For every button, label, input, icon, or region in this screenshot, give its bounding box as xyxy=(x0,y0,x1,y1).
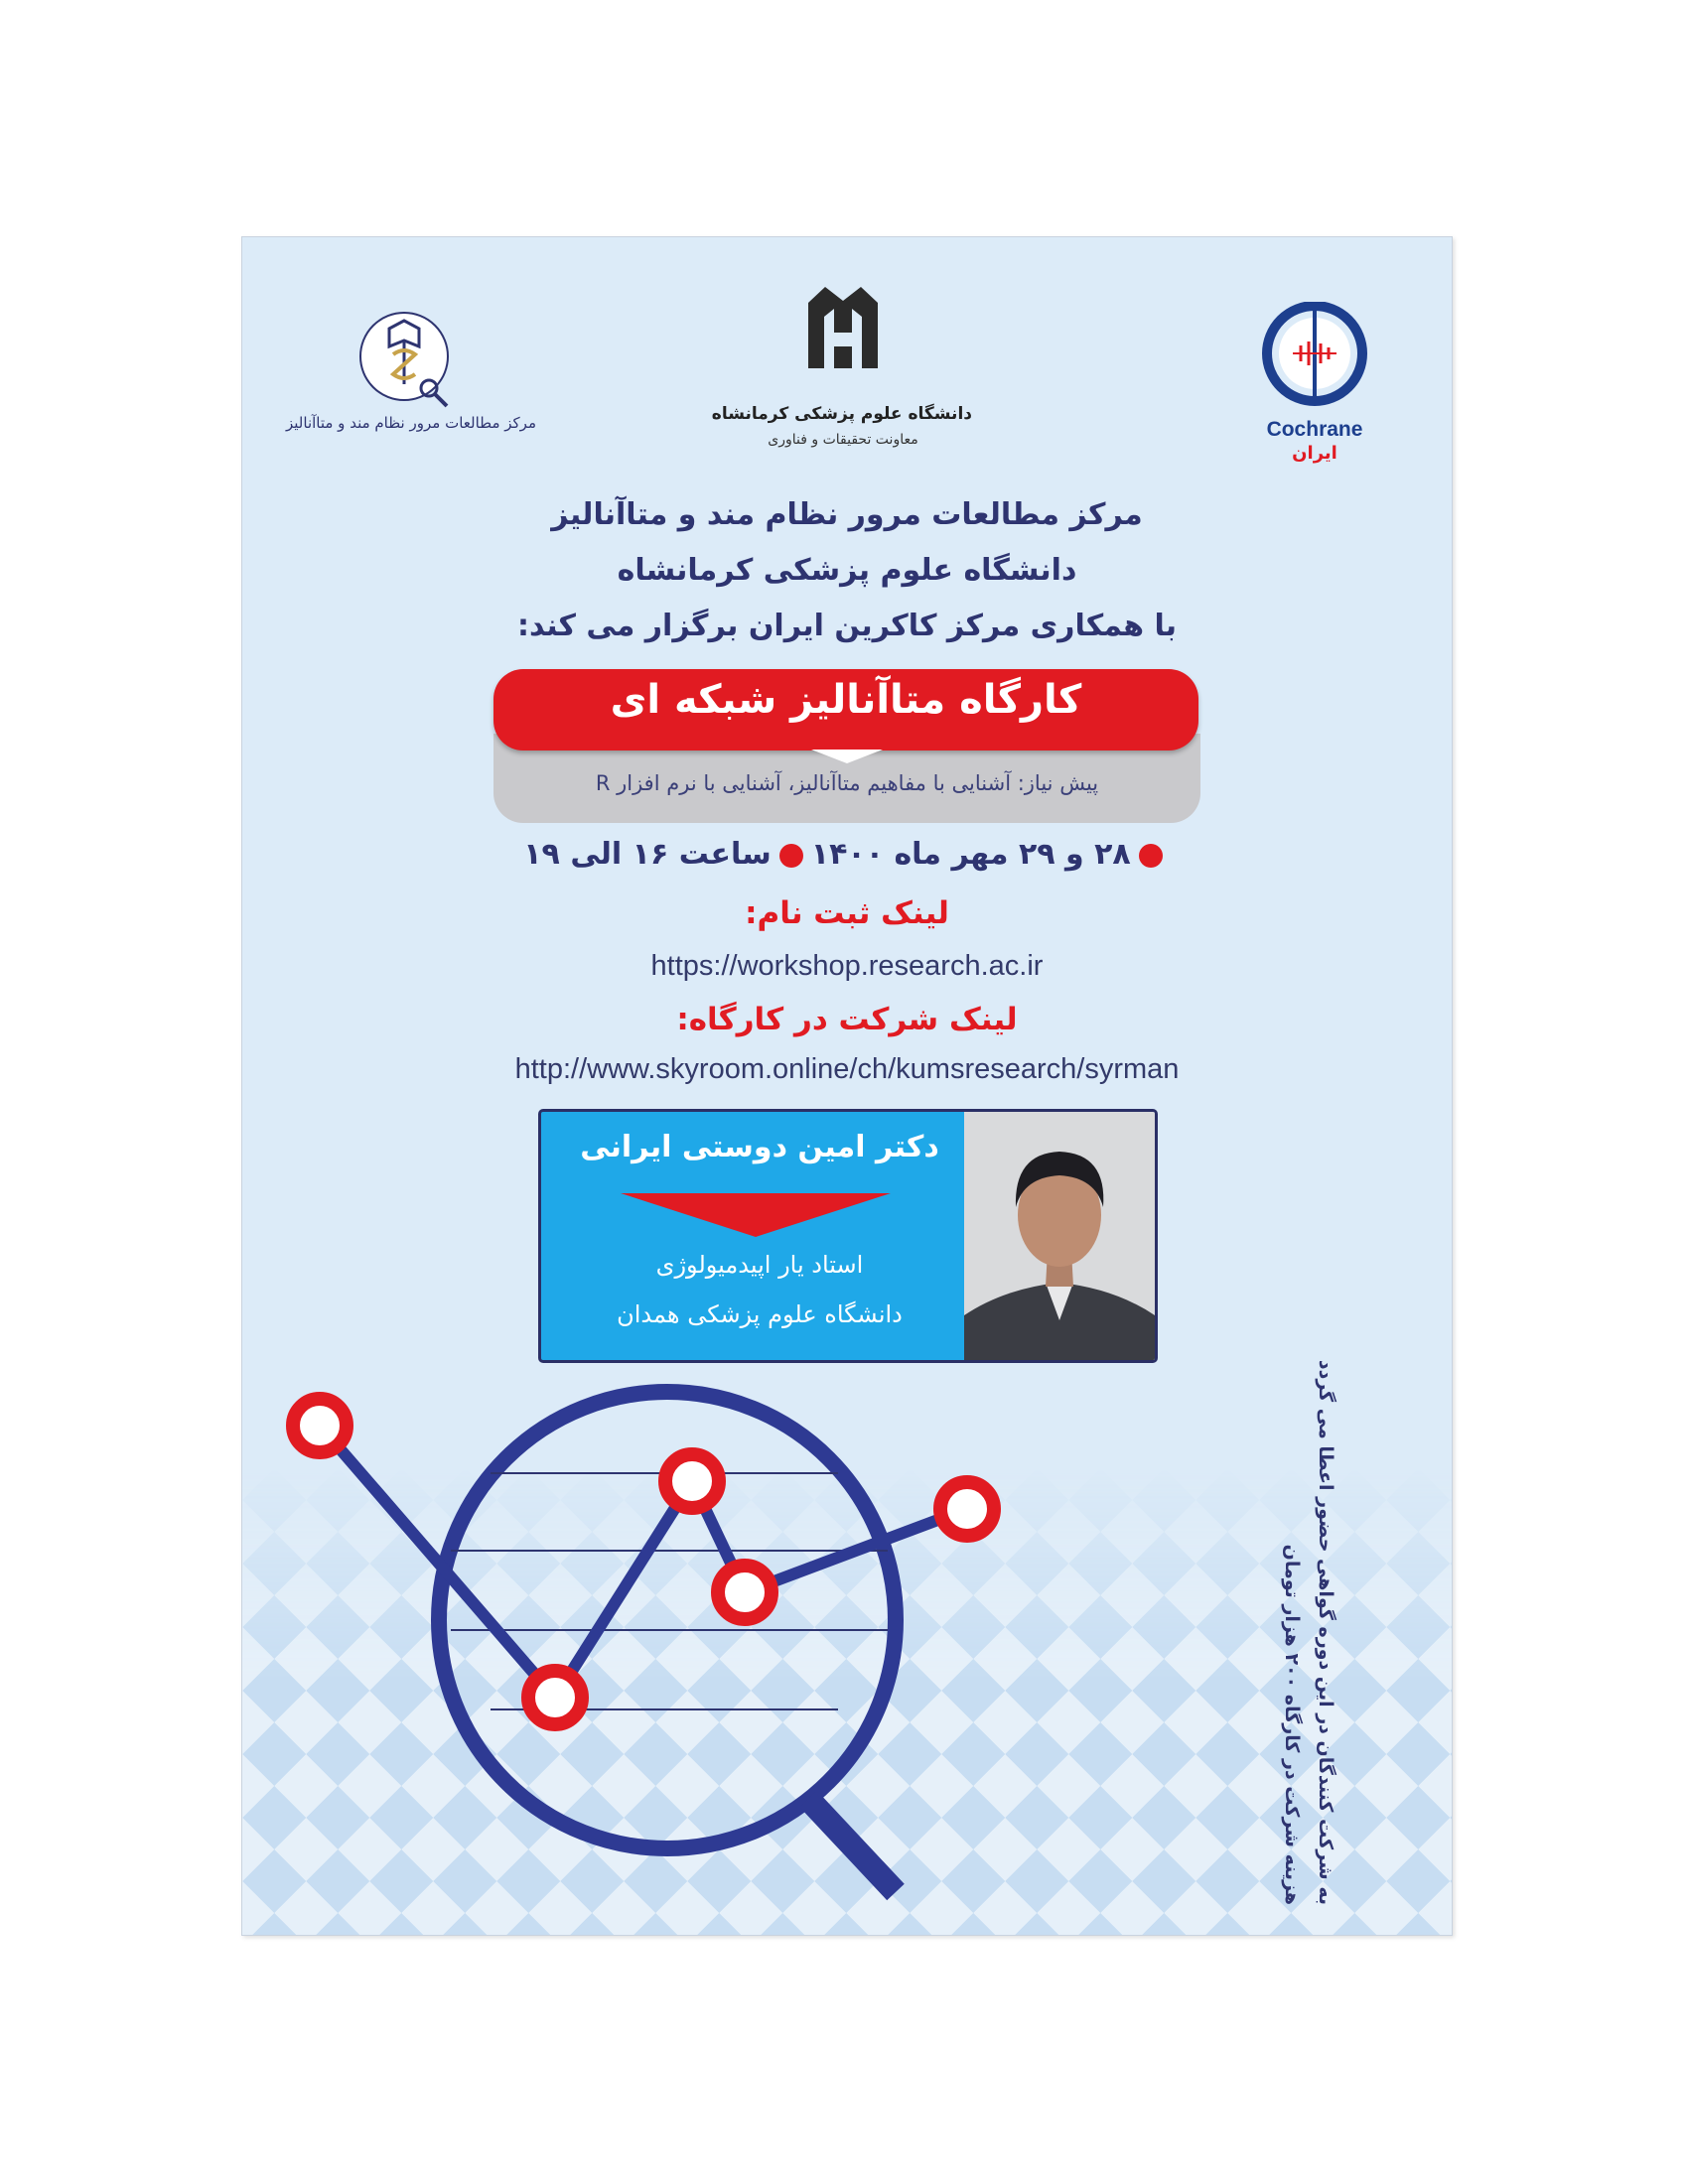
speaker-name: دکتر امین دوستی ایرانی xyxy=(580,1130,939,1164)
review-center-logo xyxy=(350,307,459,416)
cochrane-name: Cochrane xyxy=(1266,418,1363,441)
side-note xyxy=(1253,1309,1342,1905)
workshop-title: کارگاه متاآنالیز شبکه ای xyxy=(610,677,1082,723)
banner-notch xyxy=(811,750,883,763)
speaker-photo xyxy=(964,1112,1155,1360)
participation-link[interactable]: http://www.skyroom.online/ch/kumsresearch/syrman xyxy=(514,1053,1180,1085)
speaker-affiliation: دانشگاه علوم پزشکی همدان xyxy=(617,1300,903,1328)
workshop-dates: ۲۸ و ۲۹ مهر ماه ۱۴۰۰ xyxy=(810,837,1131,872)
workshop-title-banner xyxy=(493,669,1198,751)
header-line-2: دانشگاه علوم پزشکی کرمانشاه xyxy=(617,553,1077,588)
header-line-3: با همکاری مرکز کاکرین ایران برگزار می کند: xyxy=(516,609,1178,643)
participation-label: لینک شرکت در کارگاه: xyxy=(676,1002,1018,1037)
university-caption: دانشگاه علوم پزشکی کرمانشاه xyxy=(711,404,972,424)
poster xyxy=(241,236,1453,1936)
cochrane-logo xyxy=(1255,302,1374,411)
speaker-title: استاد یار اپیدمیولوژی xyxy=(655,1251,864,1279)
bullet-icon xyxy=(779,844,803,868)
university-logo xyxy=(798,277,888,368)
side-note-fee: هزینه شرکت در کارگاه ۲۰۰ هزار تومان xyxy=(1281,1544,1303,1905)
review-center-caption: مرکز مطالعات مرور نظام مند و متاآنالیز xyxy=(286,414,536,432)
schedule-line xyxy=(242,837,1452,872)
workshop-time: ساعت ۱۶ الی ۱۹ xyxy=(523,837,772,872)
speaker-card xyxy=(538,1109,1158,1363)
prerequisite-text: پیش نیاز: آشنایی با مفاهیم متاآنالیز، آشنایی با نرم افزار R xyxy=(595,771,1099,795)
magnifier-graph-illustration xyxy=(282,1344,1056,1930)
side-note-certificate: به شرکت کنندگان در این دوره گواهی حضور اعطا می گردد xyxy=(1315,1359,1336,1905)
header-line-1: مرکز مطالعات مرور نظام مند و متاآنالیز xyxy=(551,497,1143,532)
registration-link[interactable]: https://workshop.research.ac.ir xyxy=(650,950,1044,982)
cochrane-iran: ایران xyxy=(1292,443,1337,464)
research-deputy-caption: معاونت تحقیقات و فناوری xyxy=(768,432,918,448)
speaker-divider-arrow xyxy=(621,1193,891,1237)
bullet-icon xyxy=(1139,844,1163,868)
registration-label: لینک ثبت نام: xyxy=(745,895,949,931)
